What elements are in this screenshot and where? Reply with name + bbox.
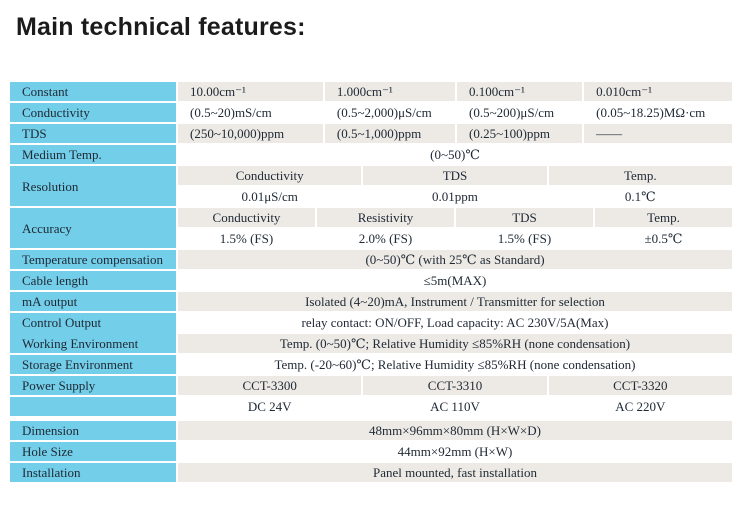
- spec-cell: Temp.: [595, 208, 732, 227]
- spec-cell: 10.00cm⁻¹: [178, 82, 323, 101]
- row-values: [178, 124, 732, 143]
- row-label-cell: [10, 124, 176, 143]
- row-values: [178, 103, 732, 122]
- row-values: [178, 250, 732, 269]
- row-label-cell: [10, 166, 176, 206]
- row-label: Dimension: [22, 423, 80, 438]
- table-row: [10, 397, 732, 416]
- table-row: [10, 208, 732, 248]
- spec-table: [10, 82, 732, 482]
- spec-cell: CCT-3320: [549, 376, 732, 395]
- spec-cell: CCT-3300: [178, 376, 361, 395]
- spec-cell: ——: [584, 124, 732, 143]
- row-label-cell: [10, 208, 176, 248]
- spec-cell: 0.010cm⁻¹: [584, 82, 732, 101]
- table-row: [10, 355, 732, 374]
- table-row: [10, 463, 732, 482]
- row-values: [178, 208, 732, 248]
- row-label-cell: [10, 421, 176, 440]
- spec-cell: Panel mounted, fast installation: [178, 463, 732, 482]
- spec-cell: Isolated (4~20)mA, Instrument / Transmitter for selection: [178, 292, 732, 311]
- row-label-cell: [10, 82, 176, 101]
- row-label: Resolution: [22, 178, 79, 194]
- table-row: [10, 376, 732, 395]
- page-title: Main technical features:: [16, 13, 306, 41]
- spec-cell: DC 24V: [178, 397, 361, 416]
- spec-cell: 0.01μS/cm: [178, 187, 361, 206]
- spec-cell: 48mm×96mm×80mm (H×W×D): [178, 421, 732, 440]
- spec-cell: AC 220V: [549, 397, 732, 416]
- row-label: Installation: [22, 465, 81, 480]
- spec-cell: TDS: [363, 166, 546, 185]
- row-label-cell: [10, 103, 176, 122]
- spec-cell: (0.05~18.25)MΩ·cm: [584, 103, 732, 122]
- spec-cell: (0~50)℃: [178, 145, 732, 164]
- row-values: [178, 82, 732, 101]
- row-values: [178, 355, 732, 374]
- row-label-cell: [10, 271, 176, 290]
- row-label: Control Output: [22, 315, 102, 330]
- row-label-cell: [10, 250, 176, 269]
- row-values: [178, 376, 732, 395]
- spec-cell: (0.5~1,000)ppm: [325, 124, 455, 143]
- spec-cell: Temp.: [549, 166, 732, 185]
- spec-cell: TDS: [456, 208, 593, 227]
- row-values: [178, 463, 732, 482]
- spec-cell: 1.5% (FS): [456, 229, 593, 248]
- spec-cell: (0.5~2,000)μS/cm: [325, 103, 455, 122]
- table-row: [10, 103, 732, 122]
- spec-cell: AC 110V: [363, 397, 546, 416]
- spec-cell: (0.5~200)μS/cm: [457, 103, 582, 122]
- table-row: [10, 82, 732, 101]
- row-label: mA output: [22, 294, 78, 309]
- spec-cell: Temp. (0~50)℃; Relative Humidity ≤85%RH (none condensation): [178, 334, 732, 353]
- table-row: [10, 166, 732, 206]
- spec-cell: Conductivity: [178, 166, 361, 185]
- row-label-cell: [10, 442, 176, 461]
- row-label: Cable length: [22, 273, 89, 288]
- row-values: [178, 442, 732, 461]
- row-label: Temperature compensation: [22, 252, 163, 267]
- spec-cell: 0.01ppm: [363, 187, 546, 206]
- spec-cell: 1.000cm⁻¹: [325, 82, 455, 101]
- row-values: [178, 313, 732, 353]
- row-values: [178, 271, 732, 290]
- row-label: Constant: [22, 84, 69, 99]
- row-values: [178, 145, 732, 164]
- row-label-cell: [10, 355, 176, 374]
- spec-cell: ±0.5℃: [595, 229, 732, 248]
- spec-cell: Conductivity: [178, 208, 315, 227]
- table-row: [10, 124, 732, 143]
- spec-cell: (0~50)℃ (with 25℃ as Standard): [178, 250, 732, 269]
- table-row: [10, 421, 732, 440]
- row-label-cell: [10, 313, 176, 353]
- table-gap: [10, 418, 732, 419]
- table-row: [10, 313, 732, 353]
- table-row: [10, 271, 732, 290]
- row-values: [178, 421, 732, 440]
- spec-cell: (0.5~20)mS/cm: [178, 103, 323, 122]
- row-label-cell: [10, 397, 176, 416]
- row-label: Accuracy: [22, 220, 72, 236]
- row-label: Conductivity: [22, 105, 90, 120]
- row-label-cell: [10, 376, 176, 395]
- spec-cell: 0.1℃: [549, 187, 732, 206]
- spec-cell: 44mm×92mm (H×W): [178, 442, 732, 461]
- row-label: Hole Size: [22, 444, 73, 459]
- table-row: [10, 442, 732, 461]
- spec-cell: relay contact: ON/OFF, Load capacity: AC 230V/5A(Max): [178, 313, 732, 332]
- spec-cell: Resistivity: [317, 208, 454, 227]
- row-label: Storage Environment: [22, 357, 133, 372]
- table-row: [10, 292, 732, 311]
- spec-cell: Temp. (-20~60)℃; Relative Humidity ≤85%RH (none condensation): [178, 355, 732, 374]
- row-label-cell: [10, 292, 176, 311]
- row-label-cell: [10, 463, 176, 482]
- spec-cell: 0.100cm⁻¹: [457, 82, 582, 101]
- row-label: Working Environment: [22, 336, 139, 351]
- spec-cell: 2.0% (FS): [317, 229, 454, 248]
- spec-cell: CCT-3310: [363, 376, 546, 395]
- spec-cell: 1.5% (FS): [178, 229, 315, 248]
- row-values: [178, 292, 732, 311]
- spec-cell: (0.25~100)ppm: [457, 124, 582, 143]
- row-label-cell: [10, 145, 176, 164]
- row-label: Power Supply: [22, 378, 96, 393]
- spec-cell: (250~10,000)ppm: [178, 124, 323, 143]
- row-values: [178, 166, 732, 206]
- table-row: [10, 145, 732, 164]
- row-label: TDS: [22, 126, 47, 141]
- row-values: [178, 397, 732, 416]
- spec-cell: ≤5m(MAX): [178, 271, 732, 290]
- table-row: [10, 250, 732, 269]
- row-label: Medium Temp.: [22, 147, 102, 162]
